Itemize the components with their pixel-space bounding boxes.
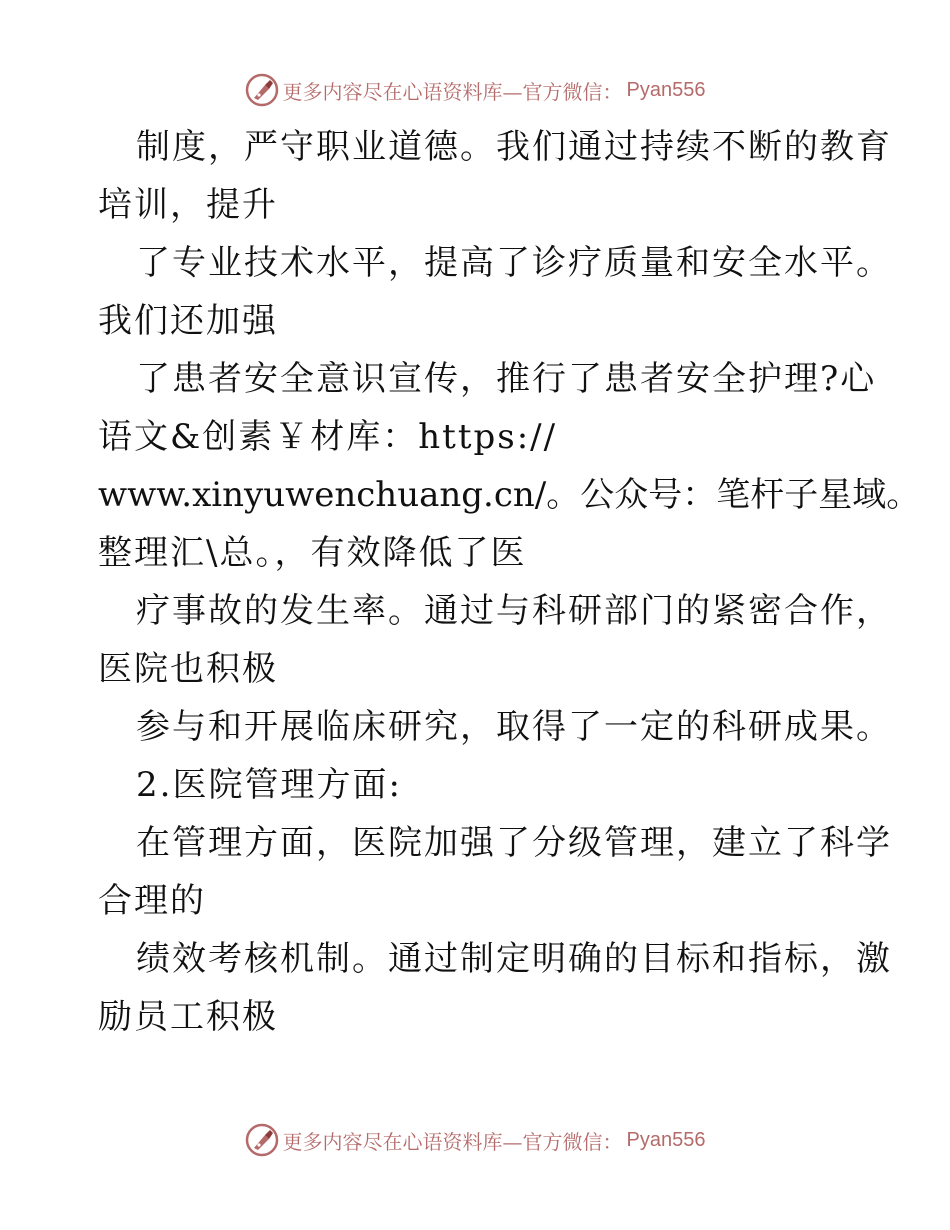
pen-nib-logo-icon <box>245 73 279 107</box>
footer-watermark <box>0 1120 950 1160</box>
paragraph-line-url: www.xinyuwenchuang.cn/。公众号：笔杆子星域。 <box>98 475 921 515</box>
paragraph-line: 疗事故的发生率。通过与科研部门的紧密合作， <box>136 591 892 631</box>
watermark-text: 更多内容尽在心语资料库—官方微信： <box>282 79 623 104</box>
document-body <box>98 118 921 1046</box>
paragraph-line: 参与和开展临床研究，取得了一定的科研成果。 <box>136 707 892 747</box>
paragraph-line: 语文&创素￥材库：https:// <box>98 417 558 457</box>
paragraph-line: 整理汇\总。，有效降低了医 <box>98 533 527 573</box>
paragraph-line: 在管理方面，医院加强了分级管理，建立了科学 <box>136 823 892 863</box>
paragraph-line: 制度，严守职业道德。我们通过持续不断的教育 <box>136 127 892 167</box>
paragraph-line: 医院也积极 <box>98 649 278 689</box>
paragraph-line: 了患者安全意识宣传，推行了患者安全护理?心 <box>136 359 877 399</box>
pen-nib-logo-icon <box>245 1123 279 1157</box>
section-heading: 2.医院管理方面: <box>136 765 402 805</box>
paragraph-line: 培训，提升 <box>98 185 278 225</box>
header-watermark <box>0 70 950 110</box>
paragraph-line: 了专业技术水平，提高了诊疗质量和安全水平。 <box>136 243 892 283</box>
watermark-wechat-id: Pyan556 <box>626 1128 706 1151</box>
paragraph-line: 励员工积极 <box>98 997 278 1037</box>
watermark-text: 更多内容尽在心语资料库—官方微信： <box>282 1129 623 1154</box>
paragraph-line: 合理的 <box>98 881 206 921</box>
paragraph-line: 我们还加强 <box>98 301 278 341</box>
paragraph-line: 绩效考核机制。通过制定明确的目标和指标，激 <box>136 939 892 979</box>
watermark-wechat-id: Pyan556 <box>626 78 706 101</box>
